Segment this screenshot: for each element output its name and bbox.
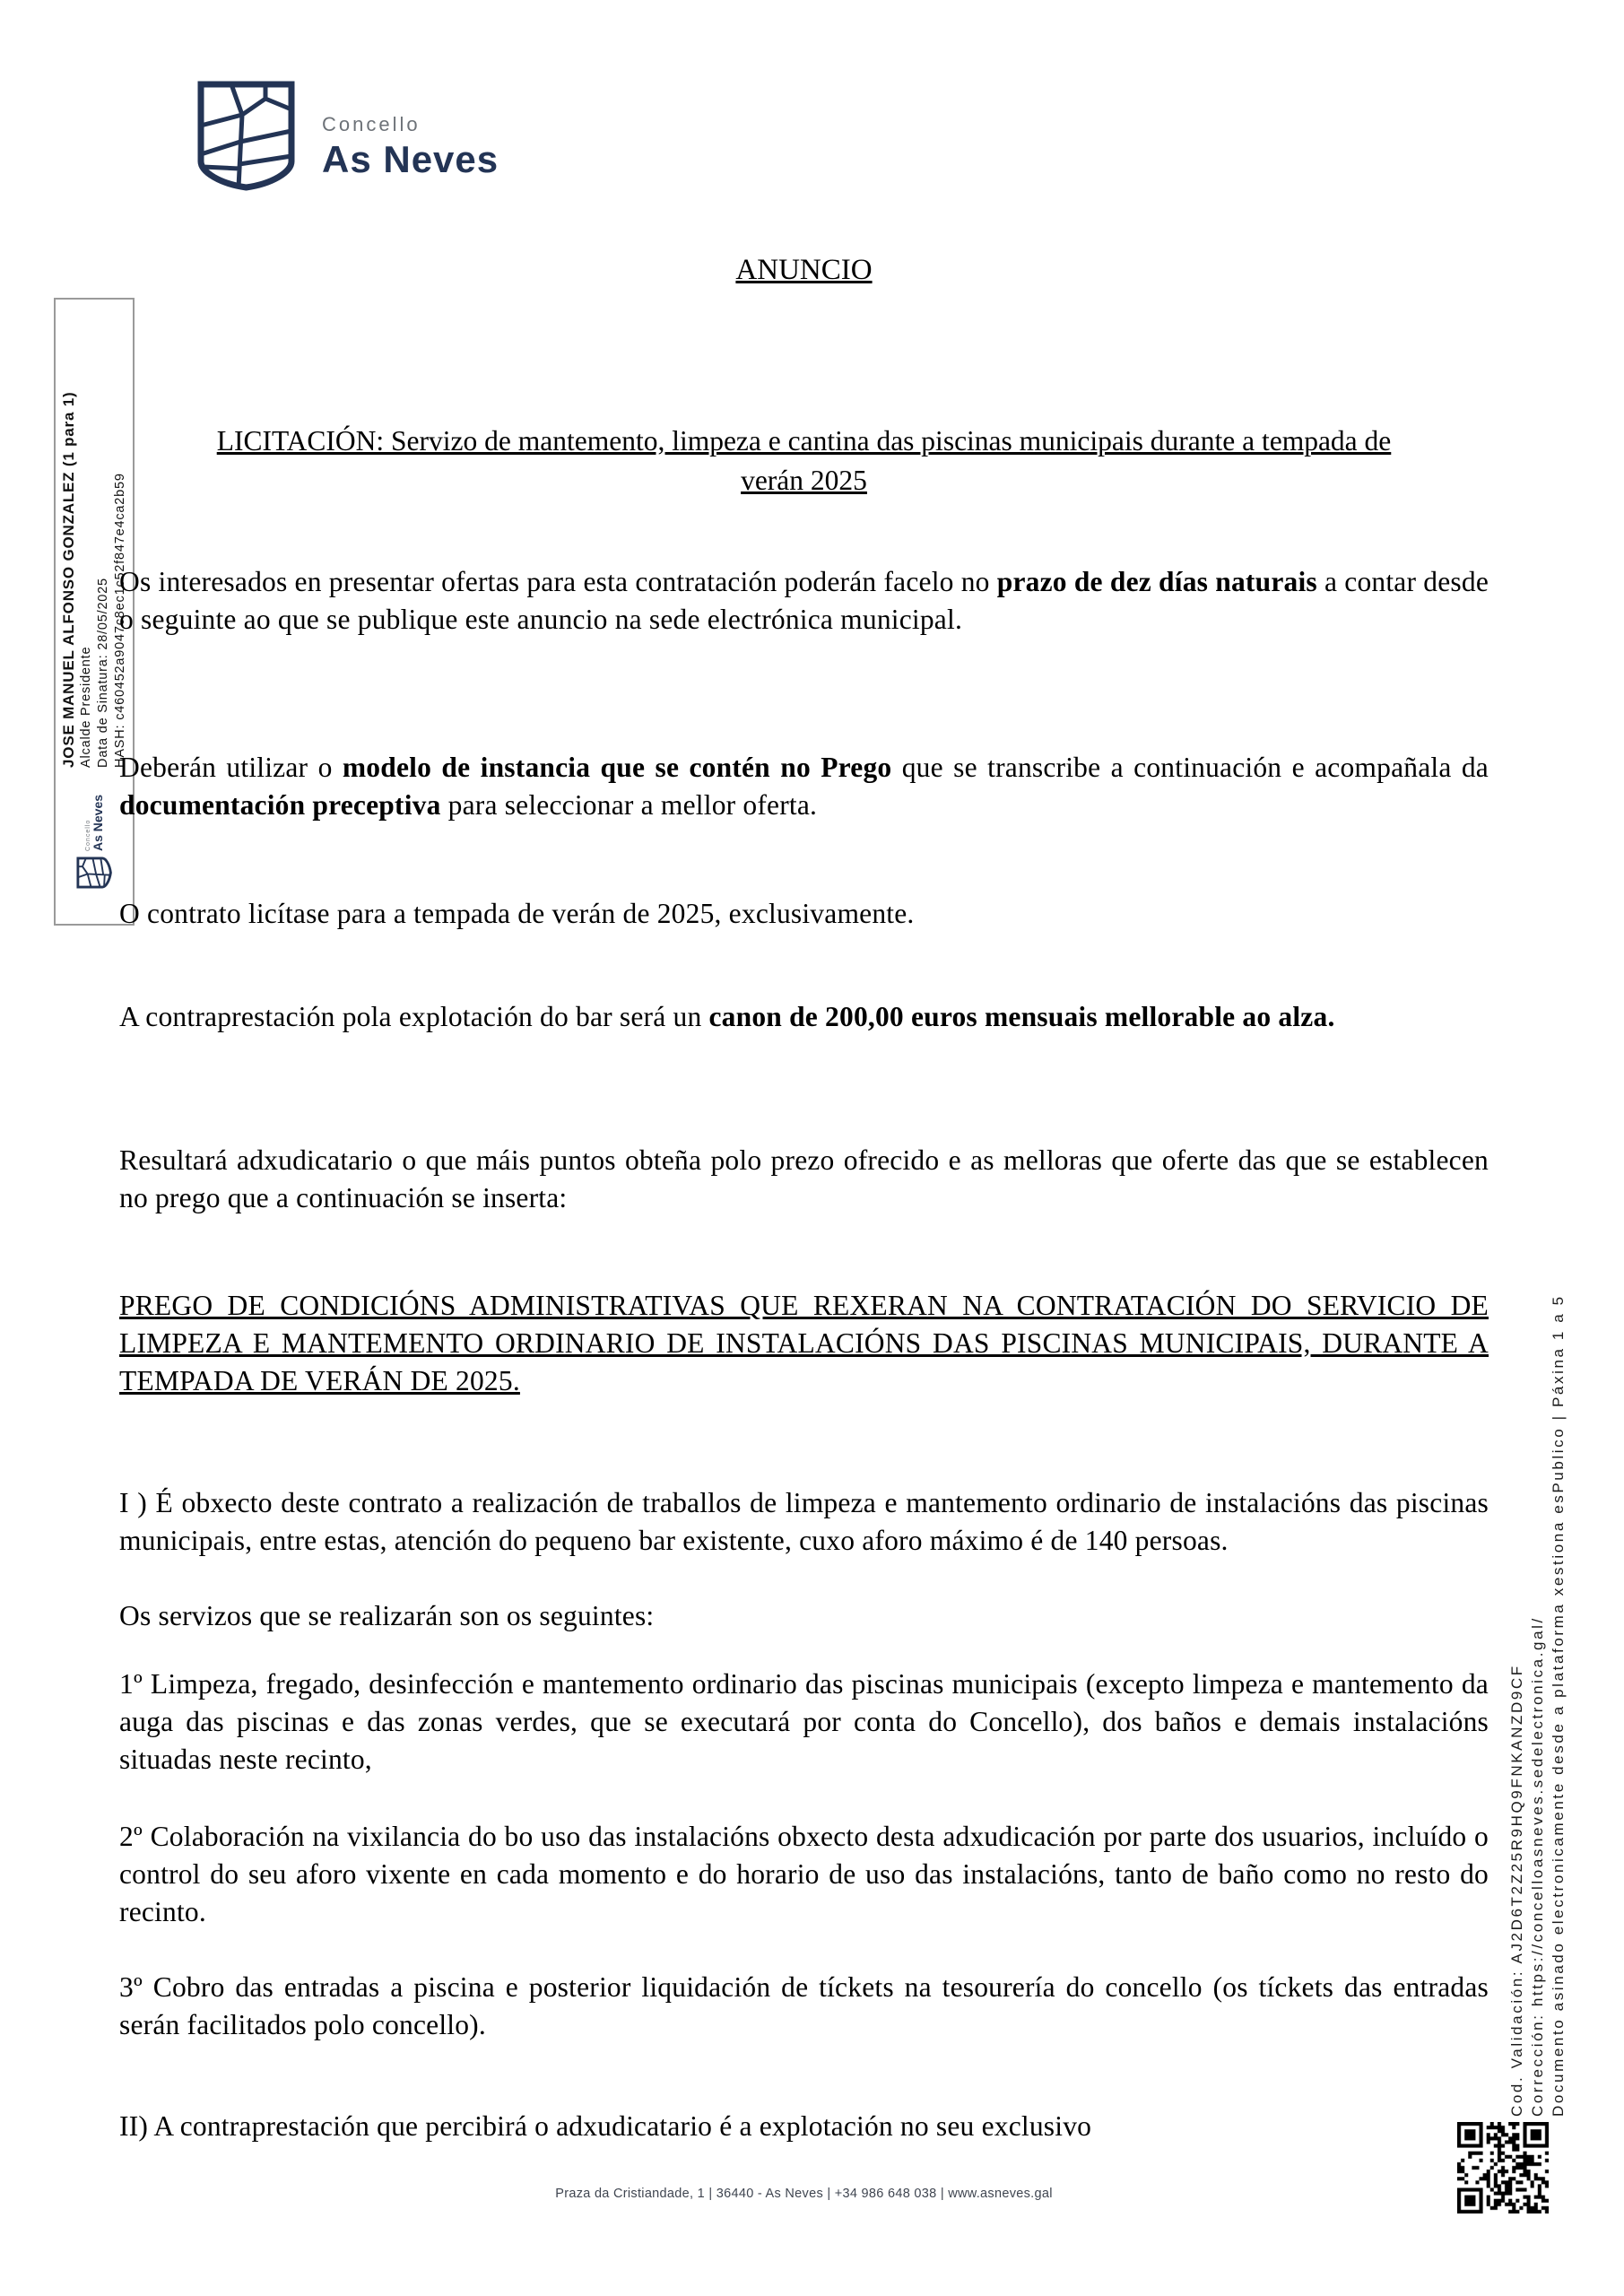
logo-asneves-label: As Neves <box>322 138 499 180</box>
paragraph-bar-canon: A contraprestación pola explotación do bar será un canon de 200,00 euros mensuais mellorable ao alza. <box>119 1001 1335 1032</box>
paragraph-application-model: Deberán utilizar o modelo de instancia que se contén no Prego que se transcribe a continuación e acompañala da documentación preceptiva para seleccionar a mellor oferta. <box>119 752 1489 821</box>
paragraph-contract-object: I ) É obxecto deste contrato a realización de traballos de limpeza e mantemento ordinario de instalacións das piscinas municipais, entre estas, atención do pequeno bar existente, cuxo aforo máximo é de 140 persoas. <box>119 1487 1489 1556</box>
verification-url-line: Corrección: https://concelloasneves.sedelectronica.gal/ <box>1529 1616 1546 2117</box>
stamp-shield-icon <box>76 857 112 889</box>
stamp-logo <box>76 795 112 889</box>
shield-icon <box>195 79 297 192</box>
stamp-signer-role: Alcalde Presidente <box>79 646 93 768</box>
paragraph-service-1-limpeza: 1º Limpeza, fregado, desinfección e mantemento ordinario das piscinas municipais (excepto limpeza e mantemento da auga das piscinas e das zonas verdes, que se executará por conta do Concello), dos baños e demais instalacións situadas neste recinto, <box>119 1668 1489 1775</box>
paragraph-contract-season: O contrato licítase para a tempada de verán de 2025, exclusivamente. <box>119 898 915 929</box>
stamp-hash: HASH: c460452a9047c8ec1c52f847e4ca2b59 <box>113 473 127 768</box>
paragraph-contraprestacion: II) A contraprestación que percibirá o adxudicatario é a explotación no seu exclusivo <box>119 2110 1092 2142</box>
stamp-signature-date: Data de Sinatura: 28/05/2025 <box>96 578 110 768</box>
paragraph-services-intro: Os servizos que se realizarán son os seguintes: <box>119 1600 655 1631</box>
paragraph-award-criteria: Resultará adxudicatario o que máis puntos obteña polo prezo ofrecido e as melloras que oferte das que se establecen no prego que a continuación se inserta: <box>119 1144 1489 1213</box>
logo-concello-label: Concello <box>322 113 421 135</box>
platform-page-line: Documento asinado electronicamente desde a plataforma xestiona esPublico | Páxina 1 a 5 <box>1550 1294 1567 2117</box>
qr-code <box>1457 2122 1549 2213</box>
stamp-logo-concello-label: Concello <box>84 819 91 851</box>
stamp-logo-asneves-label: As Neves <box>90 794 105 851</box>
validation-code-line: Cod. Validación: AJ2D6T2Z25R9HQ9FNKANZD9CF <box>1508 1664 1525 2117</box>
validation-sidebar <box>1507 814 1568 2117</box>
tender-subject-heading: LICITACIÓN: Servizo de mantemento, limpeza e cantina das piscinas municipais durante a tempada de verán 2025 <box>216 425 1392 496</box>
concello-logo <box>195 79 499 192</box>
logo-text <box>322 113 499 181</box>
stamp-signer-name: JOSE MANUEL ALFONSO GONZALEZ (1 para 1) <box>60 391 77 768</box>
footer-contact-line: Praza da Cristiandade, 1 | 36440 - As Neves | +34 986 648 038 | www.asneves.gal <box>555 2187 1053 2201</box>
page-title: ANUNCIO <box>735 254 873 286</box>
paragraph-service-3-cobro: 3º Cobro das entradas a piscina e posterior liquidación de tíckets na tesourería do concello (os tíckets das entradas serán facilitados polo concello). <box>119 1971 1489 2040</box>
paragraph-submission-deadline: Os interesados en presentar ofertas para esta contratación poderán facelo no prazo de dez días naturais a contar desde o seguinte ao que se publique este anuncio na sede electrónica municipal. <box>119 566 1489 635</box>
paragraph-service-2-vixilancia: 2º Colaboración na vixilancia do bo uso das instalacións obxecto desta adxudicación por parte dos usuarios, incluído o control do seu aforo vixente en cada momento e do horario de uso das instalacións, tanto de baño como no resto do recinto. <box>119 1821 1489 1927</box>
heading-prego-condicions: PREGO DE CONDICIÓNS ADMINISTRATIVAS QUE REXERAN NA CONTRATACIÓN DO SERVICIO DE LIMPEZA E MANTEMENTO ORDINARIO DE INSTALACIÓNS DAS PISCINAS MUNICIPAIS, DURANTE A TEMPADA DE VERÁN DE 2025. <box>119 1290 1489 1396</box>
